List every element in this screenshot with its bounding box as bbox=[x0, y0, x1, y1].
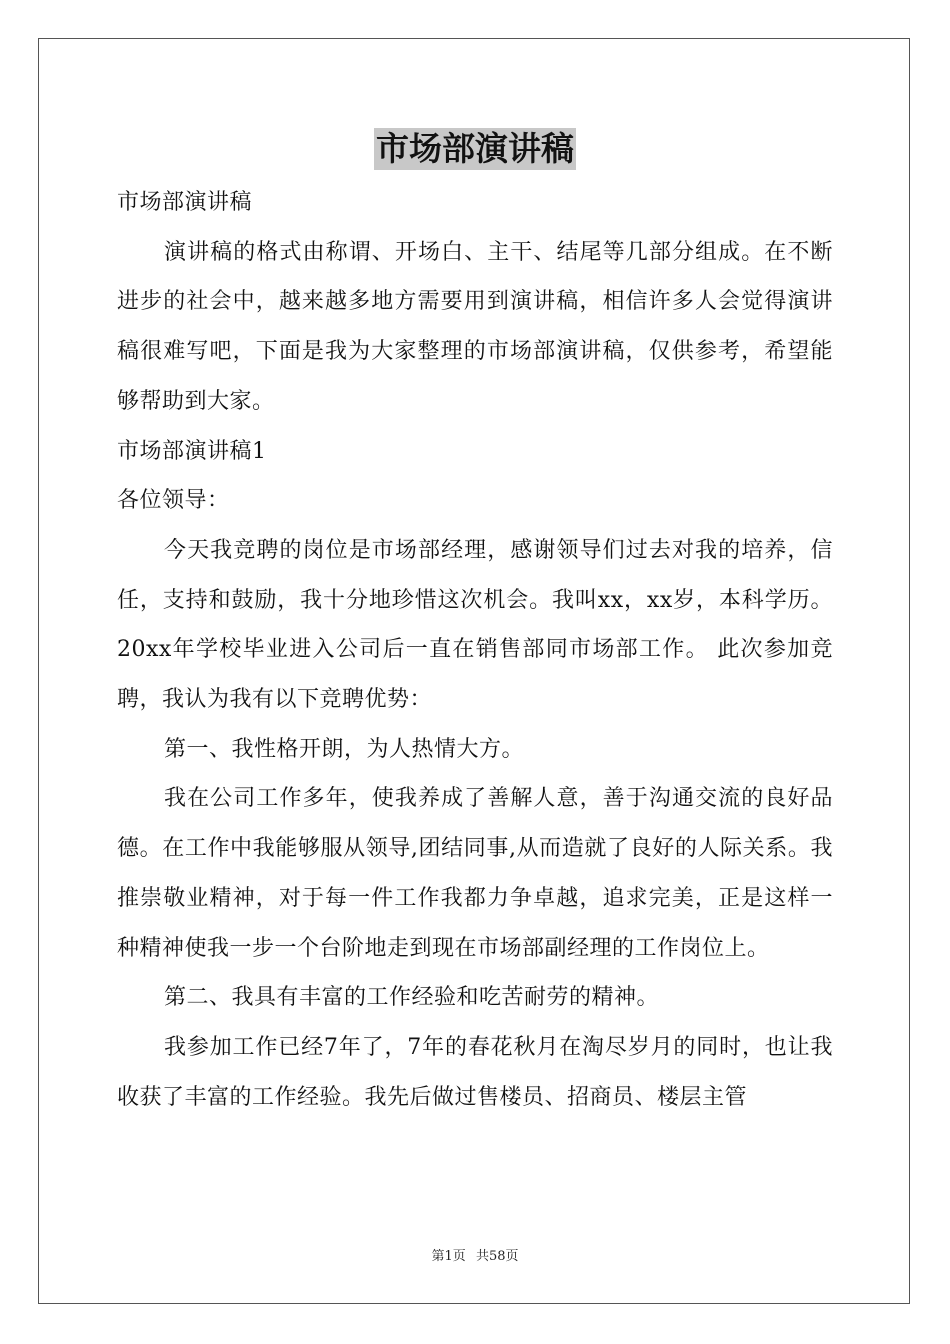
salutation: 各位领导： bbox=[117, 488, 230, 514]
paragraph: 我参加工作已经7年了，7年的春花秋月在淘尽岁月的同时，也让我收获了丰富的工作经验。我先后做过售楼员、招商员、楼层主管 bbox=[117, 1034, 833, 1110]
paragraph: 市场部演讲稿 bbox=[117, 190, 253, 215]
paragraph: 演讲稿的格式由称谓、开场白、主干、结尾等几部分组成。在不断进步的社会中，越来越多地方需要用到演讲稿，相信许多人会觉得演讲稿很难写吧，下面是我为大家整理的市场部演讲稿，仅供参考，希望能够帮助到大家。 bbox=[117, 239, 833, 414]
document-title: 市场部演讲稿 bbox=[376, 129, 574, 168]
section-heading: 市场部演讲稿1 bbox=[117, 438, 267, 464]
page-footer bbox=[0, 1245, 950, 1264]
page-total: 共58页 bbox=[475, 1249, 519, 1264]
title-container bbox=[0, 128, 950, 170]
paragraph: 第二、我具有丰富的工作经验和吃苦耐劳的精神。 bbox=[164, 985, 660, 1011]
page-number: 第1页 bbox=[431, 1249, 466, 1264]
paragraph: 第一、我性格开朗，为人热情大方。 bbox=[164, 736, 525, 762]
paragraph: 我在公司工作多年，使我养成了善解人意，善于沟通交流的良好品德。在工作中我能够服从领导,团结同事,从而造就了良好的人际关系。我推崇敬业精神，对于每一件工作我都力争卓越，追求完美，正是这样一种精神使我一步一个台阶地走到现在市场部副经理的工作岗位上。 bbox=[117, 786, 833, 961]
document-body bbox=[117, 178, 833, 1122]
paragraph: 今天我竞聘的岗位是市场部经理，感谢领导们过去对我的培养，信任，支持和鼓励，我十分地珍惜这次机会。我叫xx，xx岁，本科学历。20xx年学校毕业进入公司后一直在销售部同市场部工作。 此次参加竞聘，我认为我有以下竞聘优势： bbox=[117, 537, 833, 713]
